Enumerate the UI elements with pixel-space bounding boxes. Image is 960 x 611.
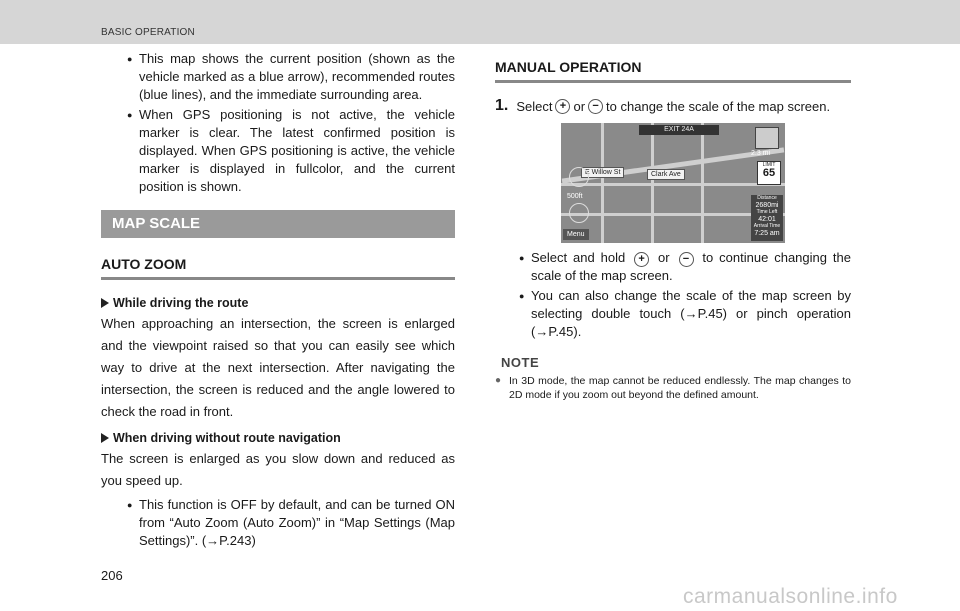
map-street-label: E Willow St	[581, 167, 624, 178]
subheading-no-navigation	[101, 431, 455, 445]
subheading-text: When driving without route navigation	[113, 431, 341, 445]
paragraph-no-navigation: The screen is enlarged as you slow down and reduced as you speed up.	[101, 451, 455, 488]
time-left-label: Time Left	[756, 209, 778, 215]
step-1	[495, 97, 851, 115]
time-left-value: 42:01	[758, 216, 776, 223]
bullet-select-and-hold	[495, 249, 851, 285]
map-top-bar: EXIT 24A	[639, 125, 719, 135]
right-column	[495, 50, 851, 402]
step-text-post: to change the scale of the map screen.	[606, 98, 831, 114]
map-zoom-in-icon	[569, 167, 589, 187]
map-road	[561, 183, 785, 186]
triangle-icon	[101, 298, 109, 308]
bullet-double-touch: ● You can also change the scale of the map screen by selecting double touch (→P.45) or pinch operation (→P.45).	[495, 287, 851, 341]
map-street-label: Clark Ave	[647, 169, 685, 180]
arrival-label: Arrival Time	[753, 223, 781, 229]
note-text: ● In 3D mode, the map cannot be reduced endlessly. The map changes to 2D mode if you zoom out beyond the defined amount.	[495, 374, 851, 402]
bullet-auto-zoom-setting: ● This function is OFF by default, and can be turned ON from “Auto Zoom (Auto Zoom)” in “Map Settings (Map Settings)”. (→P.243)	[101, 496, 455, 550]
bullet-text-or: or	[658, 250, 670, 265]
compass-icon	[755, 127, 779, 149]
bullet-text-pre: Select and hold	[531, 250, 626, 265]
speed-limit-sign	[757, 161, 781, 185]
step-text-pre: Select	[516, 98, 553, 114]
trip-info-panel	[751, 195, 783, 241]
subheading-driving-route	[101, 296, 455, 310]
map-menu-button: Menu	[563, 229, 589, 240]
speed-limit-value: 65	[762, 167, 776, 179]
zoom-in-icon: +	[634, 252, 649, 267]
section-title: BASIC OPERATION	[101, 27, 195, 38]
distance-label: Distance	[757, 195, 777, 201]
section-band-map-scale: MAP SCALE	[101, 210, 455, 238]
paragraph-driving-route: When approaching an intersection, the screen is enlarged and the viewpoint raised so that you can easily see which way to drive at the next intersection. After navigating the intersection, the screen is reduced and the angle lowered to check the road in front.	[101, 316, 455, 419]
map-zoom-out-icon	[569, 203, 589, 223]
page-number: 206	[101, 568, 123, 583]
map-road	[601, 123, 604, 243]
heading-manual-operation: MANUAL OPERATION	[495, 59, 851, 83]
zoom-out-icon: −	[679, 252, 694, 267]
map-zoom-readout: 2.3 mi	[751, 150, 771, 157]
note-heading: NOTE	[501, 355, 540, 370]
page-header	[0, 0, 960, 44]
step-text-or: or	[573, 98, 586, 114]
zoom-out-icon: −	[588, 99, 603, 114]
watermark: carmanualsonline.info	[683, 585, 898, 608]
bullet-map-position: ● This map shows the current position (shown as the vehicle marked as a blue arrow), recommended routes (blue lines), and the immediate surrounding area.	[101, 50, 455, 104]
bullet-text-post: to continue changing the scale of the map screen.	[531, 250, 851, 283]
distance-value: 2680mi	[755, 202, 779, 209]
left-column	[101, 50, 455, 552]
arrival-value: 7:25 am	[754, 230, 780, 237]
heading-auto-zoom: AUTO ZOOM	[101, 256, 455, 280]
map-screenshot	[561, 123, 785, 243]
triangle-icon	[101, 433, 109, 443]
speed-limit-label: LIMIT	[762, 162, 776, 168]
bullet-gps: ● When GPS positioning is not active, the vehicle marker is clear. The latest confirmed position is displayed. When GPS positioning is active, the vehicle marker is displayed in fullcolor, and the current position is shown.	[101, 106, 455, 196]
map-road	[651, 123, 654, 243]
step-number: 1.	[495, 97, 509, 114]
zoom-in-icon: +	[555, 99, 570, 114]
subheading-text: While driving the route	[113, 296, 249, 310]
map-scale: 500ft	[567, 193, 583, 200]
map-road	[701, 123, 704, 243]
